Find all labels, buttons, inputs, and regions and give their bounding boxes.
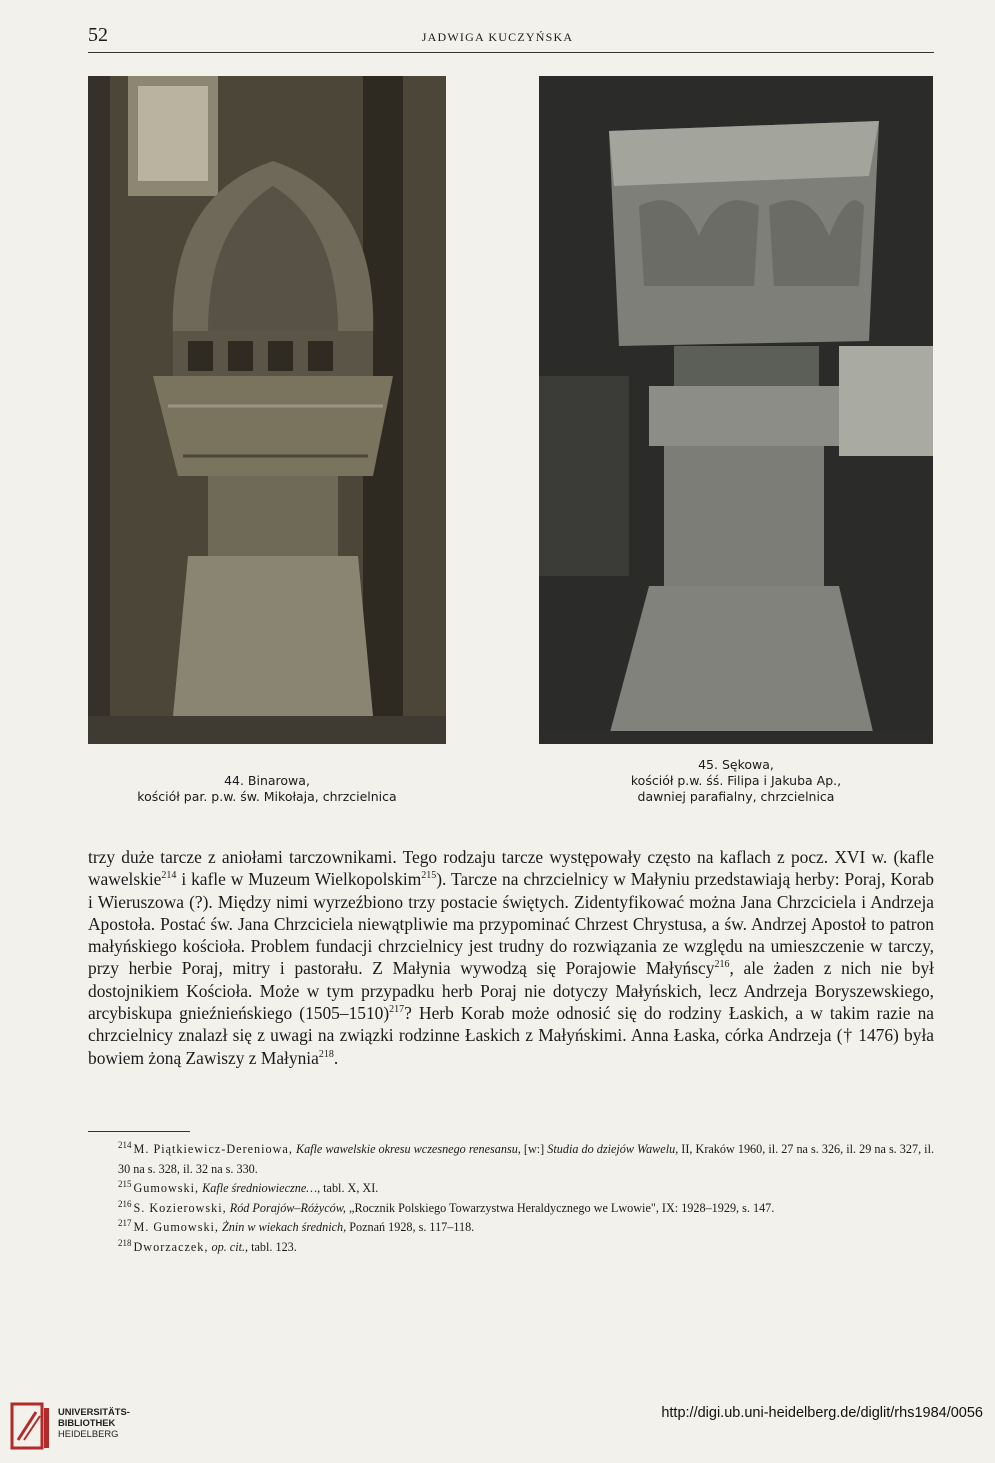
footnote-number: 218 bbox=[118, 1237, 132, 1248]
running-header-author: JADWIGA KUCZYŃSKA bbox=[421, 30, 574, 44]
figure-44-photo bbox=[88, 76, 446, 744]
footnote-number: 216 bbox=[118, 1198, 132, 1209]
footnote-author: Dworzaczek, bbox=[133, 1239, 209, 1254]
footnote-218 bbox=[88, 1238, 934, 1258]
footnote-title: Ród Porajów–Różyców, bbox=[229, 1200, 346, 1215]
library-name bbox=[58, 1406, 130, 1439]
footnote-rest: Poznań 1928, s. 117–118. bbox=[346, 1220, 475, 1235]
footnote-title: op. cit., bbox=[211, 1239, 249, 1254]
university-library-logo-icon bbox=[10, 1400, 52, 1452]
text-segment: , ale żaden z nich nie był dostojnikiem Kościoła. Może w tym przypadku herb Poraj nie dotyczy Małyńskich, lecz Andrzeja Boryszewskiego, arcybiskupa gnieźnieńskiego (1505–1510) bbox=[88, 958, 934, 1024]
text-segment: ? Herb Korab może odnosić się do rodziny Łaskich, a w takim razie na chrzcielnicy znalazł się z uwagi na związki rodzinne Łaskich z Małyńskimi. Anna Łaska, córka Andrzeja († 1476) była bowiem żoną Zawiszy z Małynia bbox=[88, 1003, 934, 1068]
page-number: 52 bbox=[88, 24, 108, 46]
footnote-title: Studia do dziejów Wawelu, bbox=[547, 1142, 679, 1156]
caption-line: 44. Binarowa, bbox=[224, 773, 310, 788]
body-paragraph bbox=[88, 846, 934, 1069]
footnote-216 bbox=[88, 1199, 934, 1219]
footnote-rest: tabl. X, XI. bbox=[320, 1181, 379, 1196]
footnote-ref[interactable]: 215 bbox=[421, 870, 437, 882]
body-text bbox=[88, 846, 934, 1069]
footnotes bbox=[88, 1140, 934, 1258]
footnote-ref[interactable]: 217 bbox=[389, 1004, 405, 1016]
text-segment: ). Tarcze na chrzcielnicy w Małyniu przedstawiają herby: Poraj, Korab i Wieruszowa (?). Między nimi wyrzeźbiono trzy postacie świętych. Zidentyfikować można Jana Chrzciciela i Andrzeja Apostoła. Postać św. Jana Chrzciciela niewątpliwie ma przypominać Chrzest Chrystusa, a św. Andrzej Apostoł to patron małyńskiego kościoła. Problem fundacji chrzcielnicy jest trudny do rozwiązania ze względu na umieszczenie w tarczy, przy herbie Poraj, mitry i pastorału. Z Małynia wywodzą się Porajowie Małyńscy bbox=[88, 869, 934, 979]
footnote-ref[interactable]: 216 bbox=[714, 959, 730, 971]
caption-line: kościół par. p.w. św. Mikołaja, chrzcielnica bbox=[137, 789, 397, 804]
footnote-ref[interactable]: 214 bbox=[161, 870, 177, 882]
footnote-215 bbox=[88, 1179, 934, 1199]
footnote-rule bbox=[88, 1131, 190, 1132]
text-segment: i kafle w Muzeum Wielkopolskim bbox=[176, 869, 422, 890]
header-rule bbox=[88, 52, 934, 53]
footnote-number: 217 bbox=[118, 1218, 132, 1229]
caption-line: 45. Sękowa, bbox=[698, 757, 774, 772]
footnote-author: M. Gumowski, bbox=[133, 1220, 219, 1235]
figure-45-photo bbox=[539, 76, 933, 744]
footnote-214 bbox=[88, 1140, 934, 1179]
caption-line: dawniej parafialny, chrzcielnica bbox=[637, 789, 835, 804]
footnote-mid: [w:] bbox=[520, 1142, 548, 1156]
footnote-title: Kafle wawelskie okresu wczesnego renesansu, bbox=[295, 1142, 521, 1156]
caption-line: kościół p.w. śś. Filipa i Jakuba Ap., bbox=[630, 773, 842, 788]
footnote-title: Kafle średniowieczne…, bbox=[202, 1181, 321, 1196]
footnote-author: Gumowski, bbox=[133, 1181, 200, 1196]
permalink-url[interactable]: http://digi.ub.uni-heidelberg.de/diglit/rhs1984/0056 bbox=[661, 1405, 983, 1421]
footnote-rest: tabl. 123. bbox=[248, 1239, 297, 1254]
library-line: UNIVERSITÄTS- bbox=[58, 1406, 130, 1417]
footnote-ref[interactable]: 218 bbox=[318, 1048, 334, 1060]
footnote-author: S. Kozierowski, bbox=[133, 1200, 227, 1215]
baptismal-font-binarowa-image bbox=[88, 76, 446, 744]
library-line: BIBLIOTHEK bbox=[58, 1417, 116, 1428]
text-segment: trzy duże tarcze z aniołami tarczownikami. Tego rodzaju tarcze występowały często na kaflach z pocz. XVI w. (kafle wawelskie bbox=[88, 847, 934, 890]
footnote-number: 214 bbox=[118, 1139, 132, 1150]
figure-44-caption bbox=[88, 773, 446, 805]
footnote-rest: II, Kraków 1960, il. 27 na s. 326, il. 29 na s. 327, il. 30 na s. 328, il. 32 na s. 330. bbox=[118, 1142, 934, 1176]
footnote-rest: „Rocznik Polskiego Towarzystwa Heraldycznego we Lwowie", IX: 1928–1929, s. 147. bbox=[345, 1200, 775, 1215]
footnote-author: M. Piątkiewicz-Dereniowa, bbox=[133, 1142, 293, 1156]
figure-45-caption bbox=[539, 757, 933, 805]
library-line: HEIDELBERG bbox=[58, 1428, 119, 1439]
text-segment: . bbox=[333, 1047, 339, 1068]
baptismal-font-sekowa-image bbox=[539, 76, 933, 744]
footnote-number: 215 bbox=[118, 1179, 132, 1190]
footnote-title: Żnin w wiekach średnich, bbox=[222, 1220, 347, 1235]
footnote-217 bbox=[88, 1218, 934, 1238]
